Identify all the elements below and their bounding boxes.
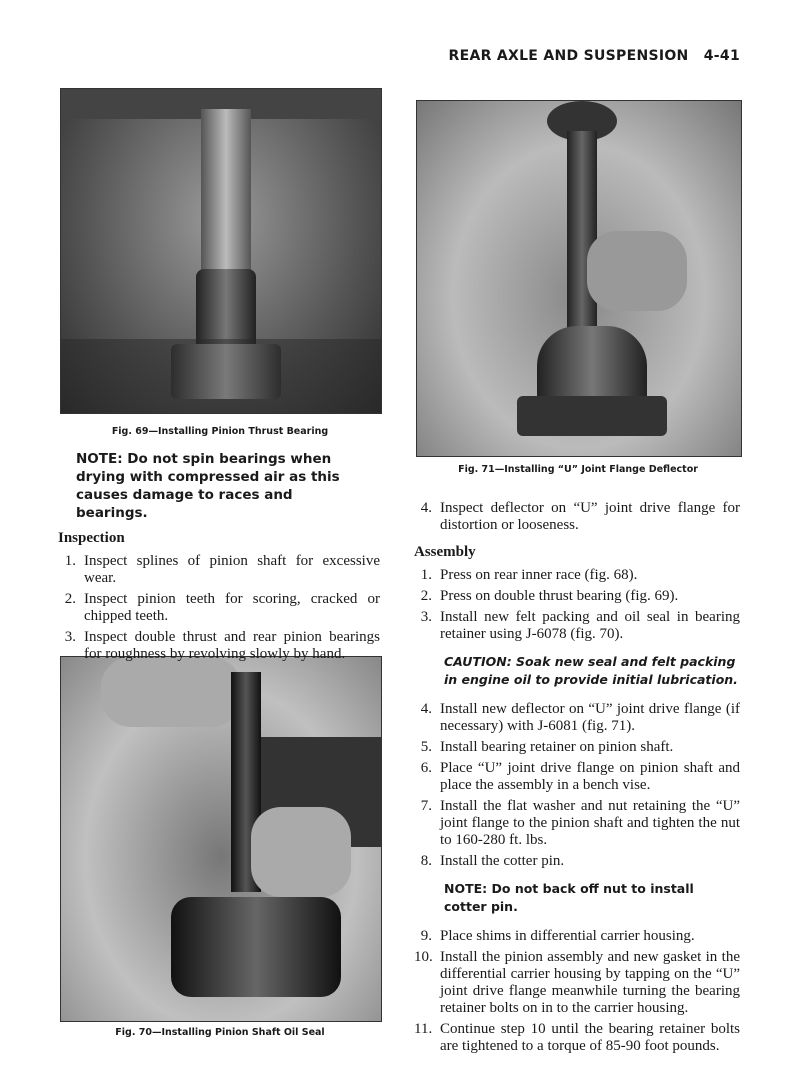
- fig70-caption: Fig. 70—Installing Pinion Shaft Oil Seal: [115, 1027, 325, 1038]
- list-item: [414, 853, 740, 870]
- item-number: 8.: [420, 853, 432, 869]
- caution-note: CAUTION: Soak new seal and felt packing in engine oil to provide initial lubrication.: [444, 654, 738, 687]
- item-text: Install the flat washer and nut retaining the “U” joint flange to the pinion shaft and tighten the nut to 160-280 ft. lbs.: [440, 798, 740, 848]
- item-number: 11.: [414, 1021, 433, 1037]
- list-item: [414, 567, 740, 584]
- list-item: [414, 798, 740, 849]
- item-number: 1.: [420, 567, 432, 583]
- inspection-list: [58, 553, 380, 663]
- note-spin-bearings: NOTE: Do not spin bearings when drying with compressed air as this causes damage to races and bearings.: [76, 451, 340, 521]
- fig70-photo: [60, 656, 382, 1022]
- item-number: 5.: [420, 739, 432, 755]
- section-title: REAR AXLE AND SUSPENSION: [448, 48, 689, 64]
- item-text: Inspect pinion teeth for scoring, cracked or chipped teeth.: [84, 591, 380, 624]
- item-text: Install the pinion assembly and new gasket in the differential carrier housing by tapping on the “U” joint drive flange meanwhile turning the bearing retainer bolts on in to the carrier housing.: [440, 949, 740, 1016]
- left-column: [58, 450, 380, 667]
- list-item: [414, 760, 740, 794]
- item-number: 7.: [420, 798, 432, 814]
- assembly-list-c: [414, 928, 740, 1055]
- assembly-list-b: [414, 701, 740, 870]
- item-text: Inspect deflector on “U” joint drive flange for distortion or looseness.: [440, 500, 740, 533]
- item-text: Install new felt packing and oil seal in bearing retainer using J-6078 (fig. 70).: [440, 609, 740, 642]
- item-number: 3.: [420, 609, 432, 625]
- list-item: [414, 609, 740, 643]
- list-item: [414, 701, 740, 735]
- list-item: [58, 553, 380, 587]
- list-item: [58, 629, 380, 663]
- item-number: 10.: [414, 949, 433, 965]
- running-header: [439, 48, 740, 64]
- fig71-caption: Fig. 71—Installing “U” Joint Flange Deflector: [458, 464, 698, 475]
- right-column: [414, 500, 740, 1059]
- list-item: [414, 949, 740, 1017]
- list-item: [414, 500, 740, 534]
- assembly-heading: Assembly: [414, 544, 476, 560]
- item-number: 2.: [420, 588, 432, 604]
- item-number: 1.: [64, 553, 76, 569]
- item-number: 3.: [64, 629, 76, 645]
- list-item: [414, 1021, 740, 1055]
- item-text: Inspect double thrust and rear pinion bearings for roughness by revolving slowly by hand.: [84, 629, 380, 662]
- page-number: 4-41: [703, 48, 740, 64]
- fig71-photo: [416, 100, 742, 457]
- item-text: Continue step 10 until the bearing retainer bolts are tightened to a torque of 85-90 foot pounds.: [440, 1021, 740, 1054]
- inspection-heading: Inspection: [58, 530, 125, 546]
- item-number: 9.: [420, 928, 432, 944]
- list-item: [58, 591, 380, 625]
- item-text: Inspect splines of pinion shaft for excessive wear.: [84, 553, 380, 586]
- item-number: 4.: [420, 500, 432, 516]
- item-text: Install new deflector on “U” joint drive flange (if necessary) with J-6081 (fig. 71).: [440, 701, 740, 734]
- list-item: [414, 928, 740, 945]
- item-text: Install the cotter pin.: [440, 853, 565, 869]
- assembly-list-a: [414, 567, 740, 643]
- fig69-photo: [60, 88, 382, 414]
- inspection-list-continued: [414, 500, 740, 534]
- fig69-caption: Fig. 69—Installing Pinion Thrust Bearing: [111, 426, 329, 437]
- item-number: 4.: [420, 701, 432, 717]
- list-item: [414, 739, 740, 756]
- item-number: 2.: [64, 591, 76, 607]
- item-text: Place shims in differential carrier housing.: [440, 928, 695, 944]
- item-number: 6.: [420, 760, 432, 776]
- list-item: [414, 588, 740, 605]
- note-cotter-pin: NOTE: Do not back off nut to install cotter pin.: [444, 881, 694, 914]
- item-text: Press on double thrust bearing (fig. 69).: [440, 588, 679, 604]
- item-text: Place “U” joint drive flange on pinion shaft and place the assembly in a bench vise.: [440, 760, 740, 793]
- item-text: Install bearing retainer on pinion shaft.: [440, 739, 674, 755]
- item-text: Press on rear inner race (fig. 68).: [440, 567, 638, 583]
